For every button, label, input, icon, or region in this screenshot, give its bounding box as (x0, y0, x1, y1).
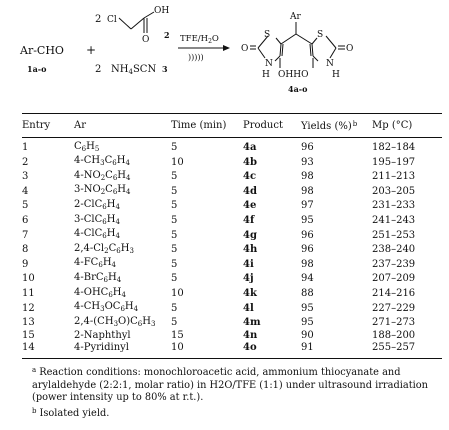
cell-ar (74, 272, 171, 287)
ar-text: 4-Pyridinyl (74, 341, 129, 353)
ar-subscript: 4 (133, 305, 139, 314)
cell-product: 4l (243, 302, 254, 314)
cell-yield: 98 (301, 258, 314, 270)
ar-subscript: 6 (120, 305, 125, 314)
cell-mp: 203–205 (372, 185, 416, 197)
cell-product: 4j (243, 273, 254, 285)
ar-text: 3-NO (74, 184, 101, 196)
cell-yield: 95 (301, 302, 314, 314)
product-h-right: H (332, 70, 340, 80)
ar-subscript: 5 (94, 144, 100, 153)
thiocyanate-label: 3 (162, 64, 168, 74)
ar-subscript: 6 (112, 173, 118, 182)
cell-mp: 238–240 (372, 244, 416, 256)
cell-time: 5 (171, 273, 178, 285)
ar-text: 4-ClC (74, 228, 103, 240)
ar-subscript: 6 (112, 159, 117, 168)
results-table (22, 113, 442, 359)
ar-text: 4-FC (74, 257, 99, 269)
ar-subscript: 3 (100, 159, 105, 168)
cell-time: 15 (171, 330, 184, 342)
ar-text: H (108, 271, 117, 283)
cell-mp: 182–184 (372, 142, 416, 154)
table-row (22, 228, 442, 243)
cell-ar (74, 287, 171, 302)
ar-text: C (74, 140, 82, 152)
cell-time: 5 (171, 200, 178, 212)
ar-subscript: 2 (100, 188, 106, 197)
ar-text: H (117, 169, 127, 181)
ar-subscript: 3 (100, 305, 105, 314)
cell-yield: 93 (301, 156, 314, 168)
table-row (22, 137, 442, 155)
footnotes (22, 364, 444, 420)
header-mp: Mp (°C) (372, 114, 442, 138)
cell-mp: 231–233 (372, 200, 416, 212)
ar-text: 4-NO (74, 169, 101, 181)
cell-product: 4g (243, 229, 257, 241)
cell-mp: 227–229 (372, 302, 416, 314)
cell-ar (74, 243, 171, 258)
cell-yield: 98 (301, 171, 314, 183)
cell-ar (74, 184, 171, 199)
cell-entry: 12 (22, 302, 35, 314)
cell-product: 4d (243, 185, 257, 197)
ar-text: 2,4-Cl (74, 242, 105, 254)
ar-text: 3-ClC (74, 213, 103, 225)
cell-time: 5 (171, 171, 178, 183)
acid-cl-atom: Cl (107, 15, 117, 25)
cell-mp: 211–213 (372, 171, 416, 183)
ar-subscript: 6 (102, 232, 107, 241)
cell-ar (74, 170, 171, 185)
acid-bonds (119, 12, 154, 33)
cell-entry: 4 (22, 185, 29, 197)
table-row (22, 330, 442, 342)
footnote-a-text: Reaction conditions: monochloroacetic acid, ammonium thiocyanate and arylaldehyde (2:2:1, molar ratio) in H2O/TFE (1:1) under ultrasound irradiation (power intensity up to 80% at r.t.). (32, 367, 428, 404)
cell-yield: 96 (301, 229, 314, 241)
cell-product: 4k (243, 288, 257, 300)
cell-entry: 13 (22, 317, 35, 329)
ar-subscript: 6 (108, 290, 113, 299)
cell-entry: 7 (22, 229, 29, 241)
cell-time: 5 (171, 142, 178, 154)
cell-time: 5 (171, 258, 178, 270)
cell-entry: 9 (22, 258, 29, 270)
product-label: 4a-o (288, 84, 308, 94)
cell-ar (74, 342, 171, 358)
cell-yield: 95 (301, 215, 314, 227)
conditions-text: TFE/$H_2O$ (180, 34, 219, 45)
ar-text: H (116, 155, 126, 167)
ar-subscript: 6 (102, 202, 107, 211)
ar-text: OC (104, 301, 121, 313)
cell-ar (74, 301, 171, 316)
ar-subscript: 6 (102, 217, 107, 226)
ar-text: 4-OHC (74, 286, 109, 298)
ar-text: H (86, 140, 95, 152)
cell-product: 4f (243, 215, 255, 227)
table-header-row (22, 114, 442, 138)
ar-text: 4-CH (74, 301, 101, 313)
product-oh-ho: OHHO (278, 70, 309, 80)
cell-time: 10 (171, 342, 243, 358)
cell-entry: 5 (22, 200, 29, 212)
footnote-a-mark: a (32, 366, 37, 374)
table-row (22, 316, 442, 331)
cell-product: 4m (243, 317, 261, 329)
cell-product: 4i (243, 258, 254, 270)
cell-time: 5 (171, 317, 178, 329)
acid-o-atom: O (142, 35, 150, 45)
header-yield (301, 114, 372, 138)
ar-text: 4-BrC (74, 271, 104, 283)
cell-mp: 251–253 (372, 229, 416, 241)
table-row (22, 170, 442, 185)
ar-subscript: 2 (100, 173, 106, 182)
arrow-head (223, 45, 230, 51)
cell-mp: 271–273 (372, 317, 416, 329)
cell-mp: 207–209 (372, 273, 416, 285)
cell-mp: 214–216 (372, 288, 416, 300)
product-n-left: N (265, 59, 273, 69)
cell-entry: 1 (22, 142, 29, 154)
ar-text: 2-ClC (74, 198, 103, 210)
cell-mp: 255–257 (372, 342, 442, 358)
cell-mp: 241–243 (372, 215, 416, 227)
table-row (22, 155, 442, 170)
cell-time: 10 (171, 156, 184, 168)
cell-ar (74, 199, 171, 214)
ar-subscript: 4 (111, 261, 117, 270)
acid-label: 2 (164, 30, 170, 40)
cell-ar (74, 330, 171, 342)
cell-entry: 8 (22, 244, 29, 256)
ar-subscript: 4 (121, 290, 126, 299)
cell-ar (74, 137, 171, 155)
cell-yield: 97 (301, 200, 314, 212)
product-s-right: S (317, 30, 324, 40)
header-ar: Ar (74, 114, 171, 138)
footnote-a (22, 364, 444, 405)
product-h-left: H (262, 70, 270, 80)
cell-mp: 237–239 (372, 258, 416, 270)
ar-text: 4-CH (74, 155, 101, 167)
ar-text: H (106, 213, 116, 225)
ar-subscript: 4 (125, 159, 130, 168)
cell-entry: 2 (22, 156, 29, 168)
reaction-scheme (0, 0, 449, 112)
aldehyde-label: 1a-o (27, 64, 47, 74)
table-row (22, 243, 442, 258)
header-yield-label: Yields (%) (301, 121, 352, 132)
cell-entry: 14 (22, 342, 74, 358)
cell-time: 5 (171, 215, 178, 227)
table-row (22, 257, 442, 272)
cell-time: 10 (171, 288, 184, 300)
table-row (22, 199, 442, 214)
ar-text: H (102, 257, 112, 269)
ar-text: O)C (118, 315, 138, 327)
product-o-left: O (241, 44, 249, 54)
cell-yield: 95 (301, 317, 314, 329)
ar-subscript: 3 (151, 319, 156, 328)
footnote-b (22, 405, 444, 421)
plus-sign: + (86, 43, 97, 57)
footnote-b-mark: b (32, 406, 37, 415)
cell-yield: 90 (301, 330, 314, 342)
cell-entry: 3 (22, 171, 29, 183)
header-entry: Entry (22, 114, 74, 138)
ultrasound-symbol: ))))) (188, 53, 204, 62)
ar-text: C (104, 155, 113, 167)
cell-entry: 6 (22, 215, 29, 227)
ar-text: 2-Naphthyl (74, 330, 131, 342)
ar-text: H (120, 242, 130, 254)
table-row (22, 214, 442, 229)
product-o-right: O (346, 44, 354, 54)
ar-subscript: 6 (81, 144, 87, 153)
header-product: Product (243, 114, 301, 138)
table-row (22, 342, 442, 358)
aldehyde-formula: Ar-CHO (20, 44, 64, 57)
thiocyanate-coefficient: 2 (95, 64, 102, 75)
ar-subscript: 3 (129, 246, 134, 255)
table-body (22, 137, 442, 358)
cell-product: 4e (243, 200, 257, 212)
table-row (22, 287, 442, 302)
ar-text: C (105, 184, 113, 196)
cell-entry: 11 (22, 288, 35, 300)
cell-yield: 96 (301, 142, 314, 154)
product-s-left: S (264, 30, 271, 40)
acid-oh-atom: OH (154, 6, 170, 16)
product-ar: Ar (290, 12, 301, 22)
ar-subscript: 6 (137, 319, 143, 328)
ar-subscript: 4 (126, 188, 131, 197)
cell-time: 5 (171, 185, 178, 197)
cell-mp: 188–200 (372, 330, 416, 342)
ar-subscript: 6 (103, 275, 108, 284)
ar-text: H (106, 228, 116, 240)
table-row (22, 272, 442, 287)
header-yield-footnote-mark: b (352, 120, 358, 128)
cell-product: 4b (243, 156, 257, 168)
cell-entry: 10 (22, 273, 35, 285)
cell-ar (74, 155, 171, 170)
thiocyanate-formula: $NH_4SCN$ (111, 64, 157, 76)
cell-yield: 96 (301, 244, 314, 256)
ar-subscript: 4 (115, 232, 120, 241)
cell-ar (74, 228, 171, 243)
cell-yield: 98 (301, 185, 314, 197)
cell-ar (74, 214, 171, 229)
cell-product: 4c (243, 171, 257, 183)
ar-text: H (117, 184, 127, 196)
ar-subscript: 3 (113, 319, 119, 328)
ar-text: H (124, 301, 134, 313)
ar-subscript: 4 (115, 217, 120, 226)
ar-subscript: 6 (116, 246, 121, 255)
cell-product: 4o (243, 342, 301, 358)
table-row (22, 301, 442, 316)
table-row (22, 184, 442, 199)
cell-ar (74, 257, 171, 272)
cell-product: 4a (243, 142, 257, 154)
cell-product: 4n (243, 330, 258, 342)
cell-time: 5 (171, 229, 178, 241)
cell-time: 5 (171, 244, 178, 256)
ar-subscript: 4 (126, 173, 131, 182)
header-time: Time (min) (171, 114, 243, 138)
cell-ar (74, 316, 171, 331)
ar-text: H (142, 315, 151, 327)
ar-subscript: 4 (115, 202, 120, 211)
cell-yield: 94 (301, 273, 314, 285)
cell-product: 4h (243, 244, 258, 256)
cell-entry: 15 (22, 330, 35, 342)
cell-yield: 91 (301, 342, 372, 358)
footnote-b-text: Isolated yield. (39, 407, 110, 419)
cell-time: 5 (171, 302, 178, 314)
ar-text: H (106, 198, 116, 210)
ar-subscript: 6 (98, 261, 103, 270)
cell-yield: 88 (301, 288, 314, 300)
ar-text: 2,4-(CH (74, 315, 114, 327)
ar-text: H (112, 286, 122, 298)
acid-coefficient: 2 (95, 14, 102, 25)
ar-text: C (105, 169, 113, 181)
product-n-right: N (326, 59, 334, 69)
ar-text: C (108, 242, 117, 254)
cell-mp: 195–197 (372, 156, 416, 168)
ar-subscript: 2 (104, 246, 109, 255)
ar-subscript: 6 (112, 188, 118, 197)
ar-subscript: 4 (116, 275, 122, 284)
